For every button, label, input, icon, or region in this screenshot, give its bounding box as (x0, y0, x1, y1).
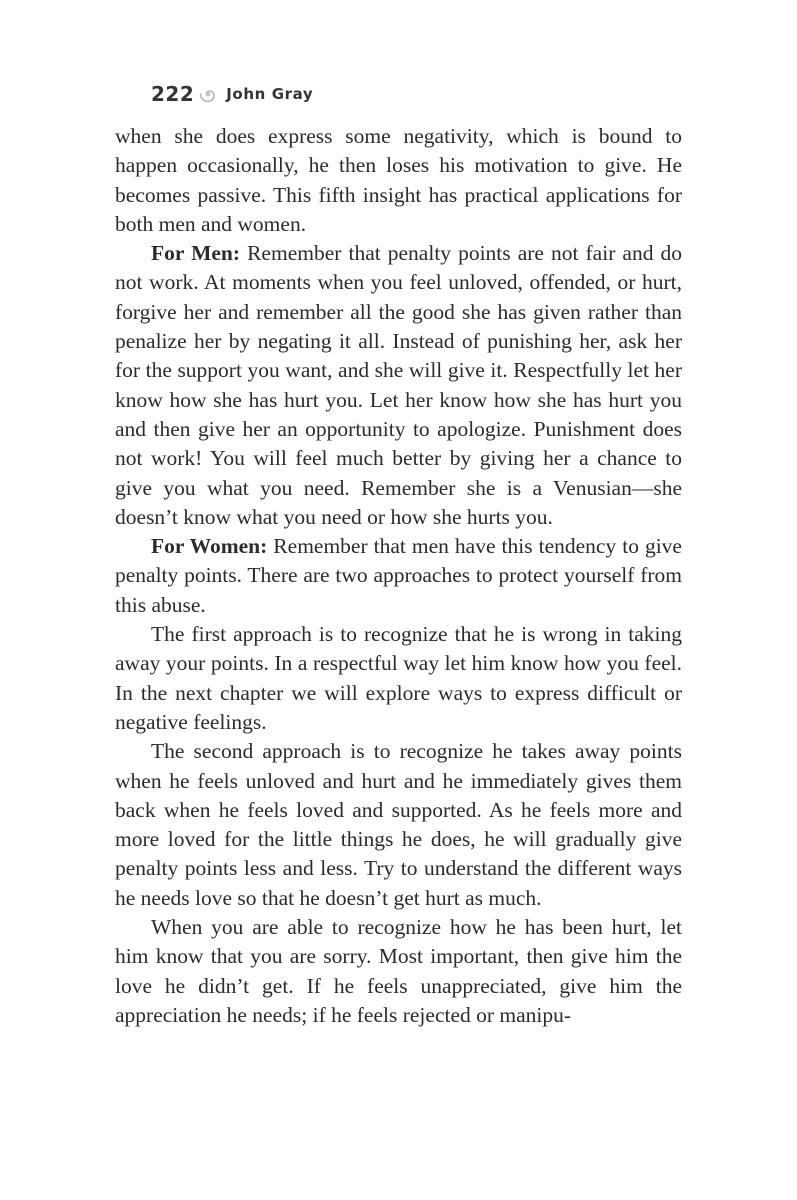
paragraph (115, 737, 682, 913)
spiral-icon (198, 84, 218, 104)
paragraph-text: when she does express some negativity, which is bound to happen occasionally, he then loses his motivation to give. He becomes passive. This fifth insight has practical applications for both men and women. (115, 124, 682, 236)
page-number: 222 (151, 82, 195, 106)
paragraph-lead-in: For Women: (151, 534, 268, 559)
paragraph (115, 913, 682, 1030)
paragraph (115, 620, 682, 737)
paragraph-text: The first approach is to recognize that he is wrong in taking away your points. In a respectful way let him know how you feel. In the next chapter we will explore ways to express difficult or negative feelings. (115, 622, 682, 734)
paragraph (115, 532, 682, 620)
paragraph (115, 239, 682, 532)
paragraph-text: Remember that penalty points are not fair and do not work. At moments when you feel unloved, offended, or hurt, forgive her and remember all the good she has given rather than penalize her by negating it all. Instead of punishing her, ask her for the support you want, and she will give it. Respectfully let her know how she has hurt you. Let her know how she has hurt you and then give her an opportunity to apologize. Punishment does not work! You will feel much better by giving her a chance to give you what you need. Remember she is a Venusian—she doesn’t know what you need or how she hurts you. (115, 241, 682, 529)
paragraph-text: Remember that men have this tendency to give penalty points. There are two approaches to protect yourself from this abuse. (115, 534, 682, 617)
paragraph-text: The second approach is to recognize he takes away points when he feels unloved and hurt and he immediately gives them back when he feels loved and supported. As he feels more and more loved for the little things he does, he will gradually give penalty points less and less. Try to understand the different ways he needs love so that he doesn’t get hurt as much. (115, 739, 682, 910)
running-head (151, 80, 313, 108)
paragraph-text: When you are able to recognize how he has been hurt, let him know that you are sorry. Most important, then give him the love he didn’t get. If he feels unappreciated, give him the appreciation he needs; if he feels rejected or manipu- (115, 915, 682, 1027)
body-text (115, 122, 682, 1030)
paragraph (115, 122, 682, 239)
author-name: John Gray (226, 85, 314, 103)
paragraph-lead-in: For Men: (151, 241, 241, 266)
